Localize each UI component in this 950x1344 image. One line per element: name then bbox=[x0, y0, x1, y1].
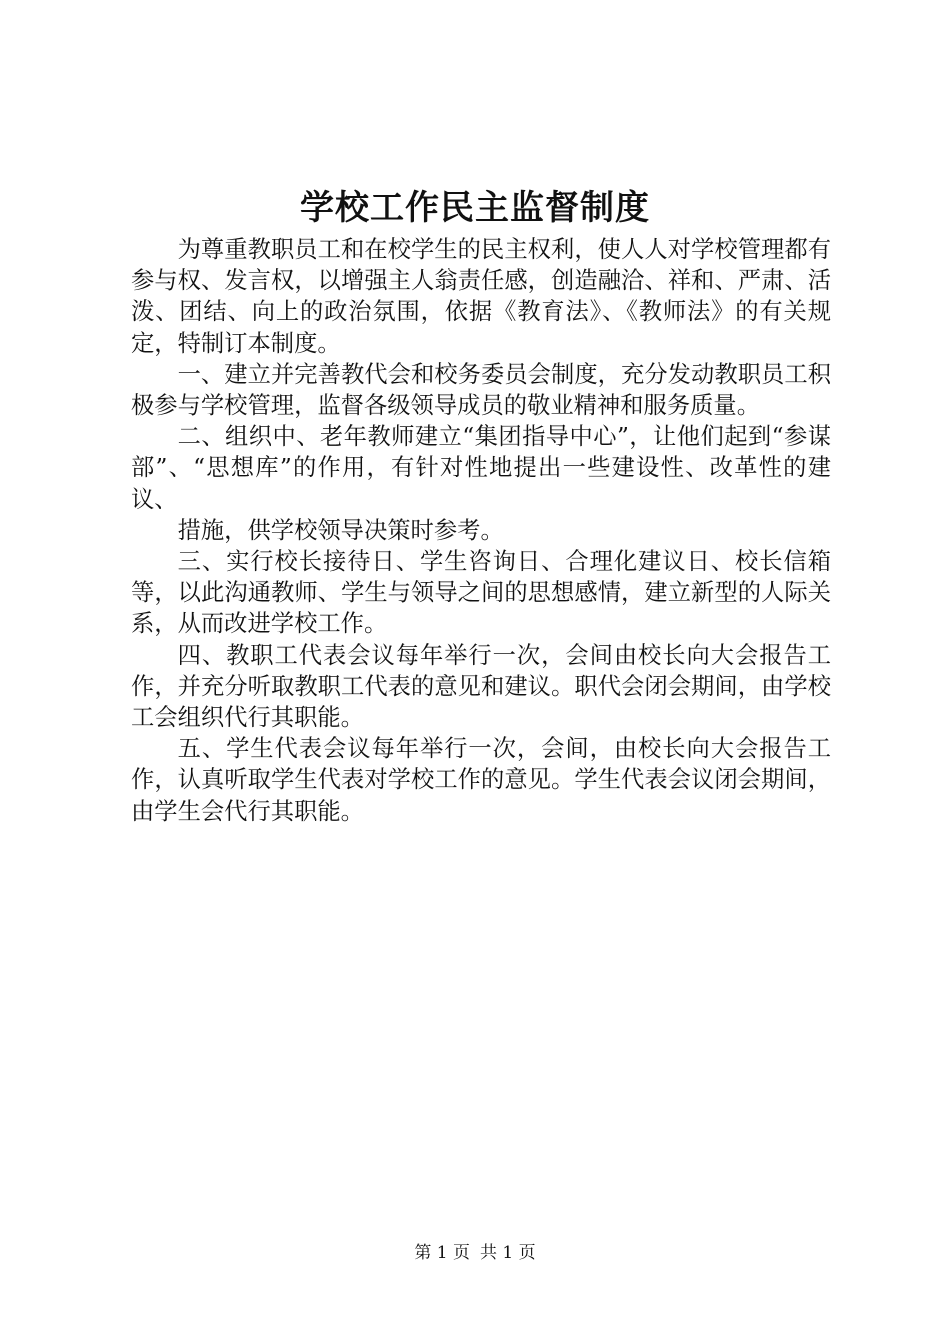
page-footer bbox=[0, 1241, 950, 1265]
paragraph-item-4: 四、教职工代表会议每年举行一次，会间由校长向大会报告工作，并充分听取教职工代表的意见和建议。职代会闭会期间，由学校工会组织代行其职能。 bbox=[131, 641, 831, 732]
paragraph-preamble: 为尊重教职员工和在校学生的民主权利，使人人对学校管理都有参与权、发言权，以增强主人翁责任感，创造融洽、祥和、严肃、活泼、团结、向上的政治氛围，依据《教育法》、《教师法》的有关规定，特制订本制度。 bbox=[131, 236, 831, 357]
paragraph-item-5: 五、学生代表会议每年举行一次，会间，由校长向大会报告工作，认真听取学生代表对学校工作的意见。学生代表会议闭会期间，由学生会代行其职能。 bbox=[131, 735, 831, 825]
page-number: 第 1 页 bbox=[414, 1243, 470, 1263]
document-body bbox=[131, 234, 831, 827]
paragraph-item-1: 一、建立并完善教代会和校务委员会制度，充分发动教职员工积极参与学校管理，监督各级领导成员的敬业精神和服务质量。 bbox=[131, 360, 831, 420]
paragraph-item-2-continued: 措施，供学校领导决策时参考。 bbox=[177, 516, 504, 544]
paragraph-item-2: 二、组织中、老年教师建立“集团指导中心”，让他们起到“参谋部”、“思想库”的作用，有针对性地提出一些建设性、改革性的建议、 bbox=[131, 423, 831, 513]
paragraph-item-3: 三、实行校长接待日、学生咨询日、合理化建议日、校长信箱等，以此沟通教师、学生与领导之间的思想感情，建立新型的人际关系，从而改进学校工作。 bbox=[131, 548, 831, 638]
document-title: 学校工作民主监督制度 bbox=[300, 188, 650, 228]
page-total: 共 1 页 bbox=[480, 1243, 536, 1263]
